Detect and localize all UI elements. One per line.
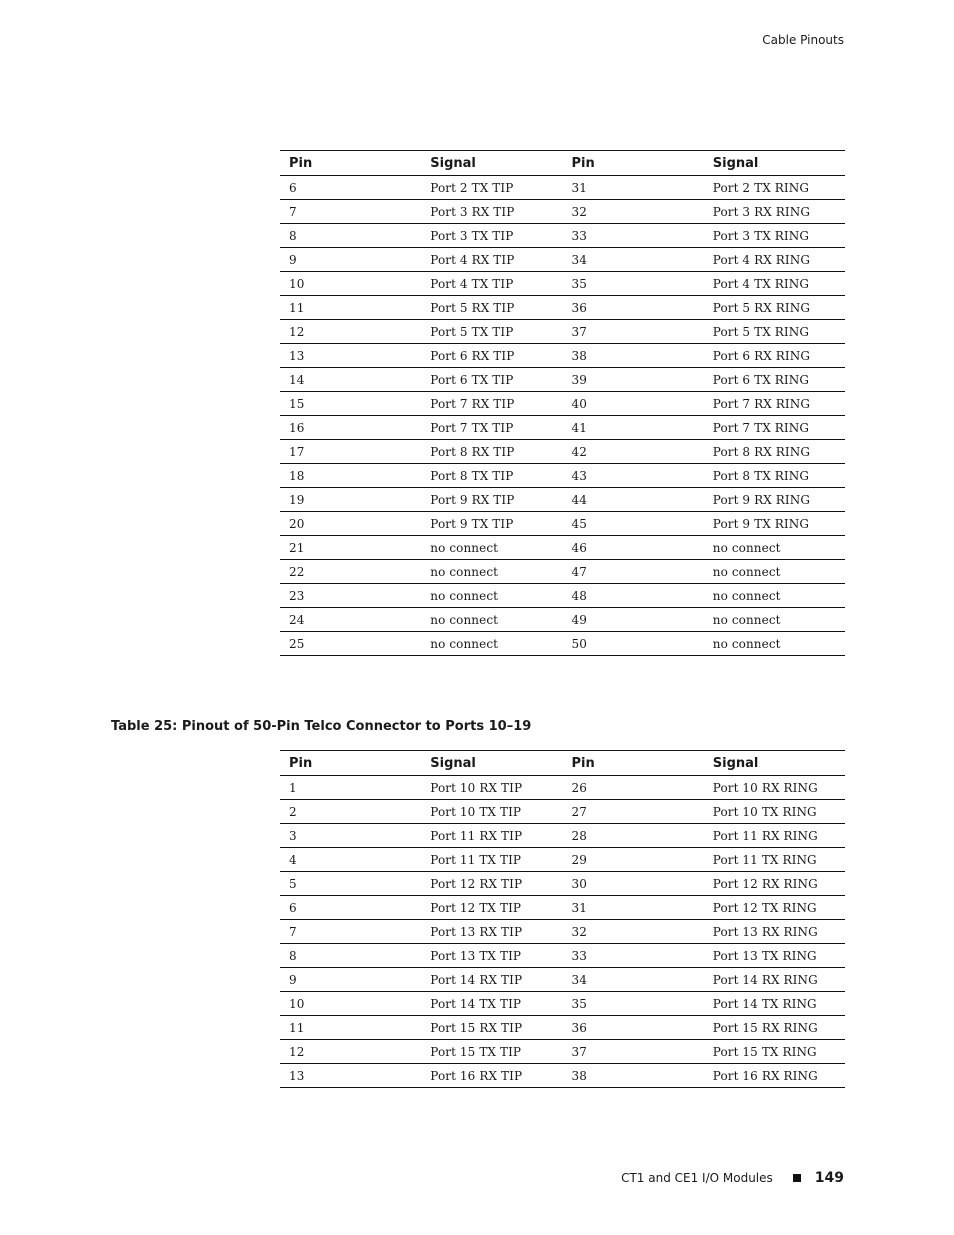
signal-cell: Port 16 RX RING [704, 1064, 845, 1088]
signal-cell: no connect [704, 560, 845, 584]
pinout-table-ports-10-19 [280, 750, 845, 1088]
square-bullet-icon [793, 1174, 801, 1182]
pin-cell: 21 [280, 536, 421, 560]
signal-cell: Port 14 TX TIP [421, 992, 562, 1016]
table-row [280, 1064, 845, 1088]
table-row [280, 1040, 845, 1064]
pin-cell: 36 [563, 296, 704, 320]
pin-cell: 31 [563, 176, 704, 200]
table-row [280, 272, 845, 296]
pin-cell: 5 [280, 872, 421, 896]
signal-cell: Port 12 RX TIP [421, 872, 562, 896]
column-header-pin: Pin [280, 151, 421, 176]
pin-cell: 33 [563, 224, 704, 248]
table-row [280, 248, 845, 272]
signal-cell: Port 10 TX RING [704, 800, 845, 824]
pin-cell: 13 [280, 1064, 421, 1088]
table-row [280, 1016, 845, 1040]
pin-cell: 19 [280, 488, 421, 512]
signal-cell: Port 3 RX RING [704, 200, 845, 224]
pin-cell: 11 [280, 296, 421, 320]
table-header-row [280, 751, 845, 776]
table-row [280, 200, 845, 224]
pin-cell: 17 [280, 440, 421, 464]
running-header: Cable Pinouts [762, 33, 844, 47]
signal-cell: no connect [421, 560, 562, 584]
signal-cell: no connect [421, 632, 562, 656]
table-row [280, 632, 845, 656]
signal-cell: no connect [704, 632, 845, 656]
signal-cell: Port 7 RX RING [704, 392, 845, 416]
signal-cell: Port 12 RX RING [704, 872, 845, 896]
table-row [280, 296, 845, 320]
signal-cell: Port 11 RX TIP [421, 824, 562, 848]
pin-cell: 13 [280, 344, 421, 368]
pin-cell: 4 [280, 848, 421, 872]
pin-cell: 27 [563, 800, 704, 824]
pin-cell: 7 [280, 200, 421, 224]
signal-cell: Port 4 RX RING [704, 248, 845, 272]
signal-cell: Port 9 RX TIP [421, 488, 562, 512]
table-row [280, 416, 845, 440]
table-row [280, 536, 845, 560]
signal-cell: Port 5 RX TIP [421, 296, 562, 320]
table-row [280, 368, 845, 392]
pin-cell: 10 [280, 992, 421, 1016]
pin-cell: 26 [563, 776, 704, 800]
pin-cell: 15 [280, 392, 421, 416]
pinout-table-continued [280, 150, 845, 656]
table-row [280, 392, 845, 416]
pin-cell: 11 [280, 1016, 421, 1040]
signal-cell: Port 15 TX RING [704, 1040, 845, 1064]
signal-cell: Port 4 TX RING [704, 272, 845, 296]
pin-cell: 32 [563, 200, 704, 224]
table-row [280, 968, 845, 992]
pin-cell: 36 [563, 1016, 704, 1040]
signal-cell: Port 10 RX RING [704, 776, 845, 800]
table-row [280, 608, 845, 632]
table-row [280, 920, 845, 944]
signal-cell: Port 11 RX RING [704, 824, 845, 848]
signal-cell: Port 6 TX RING [704, 368, 845, 392]
pin-cell: 30 [563, 872, 704, 896]
column-header-signal: Signal [421, 151, 562, 176]
signal-cell: Port 2 TX RING [704, 176, 845, 200]
signal-cell: Port 5 TX RING [704, 320, 845, 344]
column-header-pin: Pin [563, 751, 704, 776]
signal-cell: Port 7 TX RING [704, 416, 845, 440]
signal-cell: Port 5 RX RING [704, 296, 845, 320]
pin-cell: 14 [280, 368, 421, 392]
signal-cell: Port 3 TX TIP [421, 224, 562, 248]
signal-cell: no connect [704, 584, 845, 608]
signal-cell: Port 4 RX TIP [421, 248, 562, 272]
pin-cell: 6 [280, 896, 421, 920]
table-row [280, 512, 845, 536]
signal-cell: Port 15 RX RING [704, 1016, 845, 1040]
signal-cell: Port 2 TX TIP [421, 176, 562, 200]
signal-cell: no connect [421, 608, 562, 632]
table-row [280, 176, 845, 200]
signal-cell: Port 12 TX RING [704, 896, 845, 920]
pin-cell: 12 [280, 320, 421, 344]
pin-cell: 28 [563, 824, 704, 848]
signal-cell: Port 7 TX TIP [421, 416, 562, 440]
table-body [280, 776, 845, 1088]
signal-cell: Port 6 RX RING [704, 344, 845, 368]
table-row [280, 848, 845, 872]
page-number: 149 [814, 1170, 844, 1186]
pin-cell: 1 [280, 776, 421, 800]
signal-cell: Port 3 TX RING [704, 224, 845, 248]
signal-cell: Port 6 TX TIP [421, 368, 562, 392]
signal-cell: Port 8 TX RING [704, 464, 845, 488]
column-header-pin: Pin [563, 151, 704, 176]
table-body [280, 176, 845, 656]
pin-cell: 32 [563, 920, 704, 944]
signal-cell: no connect [704, 536, 845, 560]
pin-cell: 43 [563, 464, 704, 488]
signal-cell: Port 13 RX TIP [421, 920, 562, 944]
pin-cell: 34 [563, 968, 704, 992]
signal-cell: Port 8 RX RING [704, 440, 845, 464]
table-row [280, 224, 845, 248]
signal-cell: no connect [421, 536, 562, 560]
pin-cell: 22 [280, 560, 421, 584]
signal-cell: Port 15 RX TIP [421, 1016, 562, 1040]
pin-cell: 7 [280, 920, 421, 944]
signal-cell: Port 8 TX TIP [421, 464, 562, 488]
pin-cell: 46 [563, 536, 704, 560]
pin-cell: 47 [563, 560, 704, 584]
pin-cell: 23 [280, 584, 421, 608]
column-header-pin: Pin [280, 751, 421, 776]
pin-cell: 39 [563, 368, 704, 392]
pin-cell: 12 [280, 1040, 421, 1064]
table-row [280, 560, 845, 584]
pin-cell: 8 [280, 224, 421, 248]
pin-cell: 18 [280, 464, 421, 488]
pin-cell: 35 [563, 992, 704, 1016]
pin-cell: 24 [280, 608, 421, 632]
signal-cell: Port 10 RX TIP [421, 776, 562, 800]
table-row [280, 584, 845, 608]
signal-cell: Port 6 RX TIP [421, 344, 562, 368]
signal-cell: Port 10 TX TIP [421, 800, 562, 824]
signal-cell: Port 5 TX TIP [421, 320, 562, 344]
signal-cell: Port 7 RX TIP [421, 392, 562, 416]
signal-cell: Port 9 TX RING [704, 512, 845, 536]
signal-cell: Port 4 TX TIP [421, 272, 562, 296]
table-header-row [280, 151, 845, 176]
table-caption: Table 25: Pinout of 50-Pin Telco Connector to Ports 10–19 [111, 719, 532, 734]
table-row [280, 464, 845, 488]
signal-cell: Port 9 TX TIP [421, 512, 562, 536]
signal-cell: Port 13 RX RING [704, 920, 845, 944]
pin-cell: 9 [280, 248, 421, 272]
book-title: CT1 and CE1 I/O Modules [621, 1171, 773, 1185]
signal-cell: Port 3 RX TIP [421, 200, 562, 224]
signal-cell: Port 15 TX TIP [421, 1040, 562, 1064]
pin-cell: 35 [563, 272, 704, 296]
table-row [280, 872, 845, 896]
signal-cell: Port 13 TX RING [704, 944, 845, 968]
pin-cell: 8 [280, 944, 421, 968]
table-row [280, 800, 845, 824]
pin-cell: 38 [563, 1064, 704, 1088]
signal-cell: Port 8 RX TIP [421, 440, 562, 464]
pin-cell: 9 [280, 968, 421, 992]
signal-cell: Port 14 TX RING [704, 992, 845, 1016]
pin-cell: 34 [563, 248, 704, 272]
signal-cell: Port 13 TX TIP [421, 944, 562, 968]
pin-cell: 16 [280, 416, 421, 440]
table-row [280, 320, 845, 344]
pin-cell: 44 [563, 488, 704, 512]
table-row [280, 992, 845, 1016]
pin-cell: 48 [563, 584, 704, 608]
table-row [280, 344, 845, 368]
pin-cell: 50 [563, 632, 704, 656]
pin-cell: 38 [563, 344, 704, 368]
signal-cell: Port 14 RX RING [704, 968, 845, 992]
pin-cell: 6 [280, 176, 421, 200]
pin-cell: 45 [563, 512, 704, 536]
column-header-signal: Signal [704, 751, 845, 776]
table-row [280, 776, 845, 800]
pin-cell: 29 [563, 848, 704, 872]
pin-cell: 20 [280, 512, 421, 536]
signal-cell: Port 11 TX RING [704, 848, 845, 872]
signal-cell: Port 16 RX TIP [421, 1064, 562, 1088]
pin-cell: 37 [563, 1040, 704, 1064]
pin-cell: 37 [563, 320, 704, 344]
table-row [280, 896, 845, 920]
table-row [280, 944, 845, 968]
pin-cell: 25 [280, 632, 421, 656]
signal-cell: no connect [704, 608, 845, 632]
signal-cell: Port 9 RX RING [704, 488, 845, 512]
pin-cell: 2 [280, 800, 421, 824]
pin-cell: 41 [563, 416, 704, 440]
table-row [280, 440, 845, 464]
pin-cell: 40 [563, 392, 704, 416]
page-footer [621, 1170, 844, 1186]
column-header-signal: Signal [704, 151, 845, 176]
pin-cell: 49 [563, 608, 704, 632]
pin-cell: 33 [563, 944, 704, 968]
table-row [280, 488, 845, 512]
pin-cell: 10 [280, 272, 421, 296]
signal-cell: Port 14 RX TIP [421, 968, 562, 992]
signal-cell: Port 11 TX TIP [421, 848, 562, 872]
column-header-signal: Signal [421, 751, 562, 776]
table-row [280, 824, 845, 848]
signal-cell: Port 12 TX TIP [421, 896, 562, 920]
pin-cell: 31 [563, 896, 704, 920]
pin-cell: 3 [280, 824, 421, 848]
pin-cell: 42 [563, 440, 704, 464]
signal-cell: no connect [421, 584, 562, 608]
